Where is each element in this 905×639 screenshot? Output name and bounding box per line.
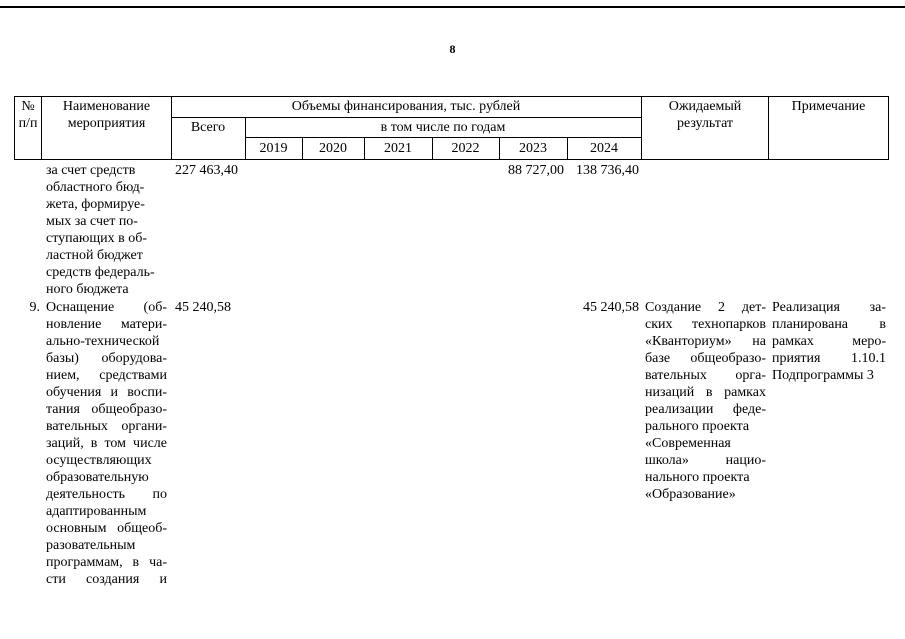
row-9-name: [46, 299, 167, 588]
header-top-border: [14, 96, 888, 97]
row-9-2024: 45 240,58: [583, 300, 639, 315]
name-line: вательных органи-: [46, 419, 167, 434]
header-year: 2024: [590, 141, 618, 156]
result-line: «Образование»: [645, 487, 736, 502]
name-line: нием, средствами: [46, 368, 167, 383]
note-line: рамках меро-: [772, 334, 886, 349]
result-line: «Кванториум» на: [645, 334, 766, 349]
page-number: 8: [449, 42, 456, 56]
name-line: программам, в ча-: [46, 555, 167, 570]
name-line: разовательным: [46, 538, 136, 553]
name-line: средств федераль-: [46, 265, 155, 280]
name-line: за счет средств: [46, 163, 136, 178]
row-cont-2024: 138 736,40: [576, 163, 639, 178]
row-9-num: 9.: [29, 300, 40, 315]
header-bottom-border: [14, 159, 888, 160]
funding-divider: [171, 117, 641, 118]
header-col-note: Примечание: [791, 99, 866, 114]
name-line: заций, в том числе: [46, 436, 167, 451]
name-line: обучения и воспи-: [46, 385, 167, 400]
name-line: тания общеобразо-: [46, 402, 167, 417]
row-9-total: 45 240,58: [175, 300, 231, 315]
row-9-note: [772, 299, 886, 384]
note-line: Реализация за-: [772, 300, 886, 315]
note-line: приятия 1.10.1: [772, 351, 886, 366]
header-year: 2021: [384, 141, 412, 156]
header-year: 2022: [451, 141, 480, 156]
name-line: жета, формируе-: [46, 197, 145, 212]
row-cont-total: 227 463,40: [175, 163, 238, 178]
name-line: образовательную: [46, 470, 149, 485]
header-col-name: Наименование мероприятия: [62, 99, 151, 131]
note-line: Подпрограммы 3: [772, 368, 874, 383]
header-year: 2019: [259, 141, 288, 156]
note-line: планирована в: [772, 317, 886, 332]
header-col-result: Ожидаемый результат: [668, 99, 742, 131]
name-line: деятельность по: [46, 487, 167, 502]
result-line: базе общеобразо-: [645, 351, 766, 366]
result-line: вательных орга-: [645, 368, 766, 383]
result-line: реализации феде-: [645, 402, 766, 417]
row-9-result: [645, 299, 766, 503]
name-line: сти создания и: [46, 572, 167, 587]
name-line: мых за счет по-: [46, 214, 138, 229]
header-year: 2020: [319, 141, 347, 156]
name-line: основным общеоб-: [46, 521, 167, 536]
result-line: Создание 2 дет-: [645, 300, 766, 315]
name-line: Оснащение (об-: [46, 300, 167, 315]
name-line: ластной бюджет: [46, 248, 143, 263]
result-line: «Современная: [645, 436, 731, 451]
name-line: ально-технической: [46, 334, 160, 349]
header-col-funding: Объемы финансирования, тыс. рублей: [291, 99, 521, 114]
header-col-by-years: в том числе по годам: [380, 120, 506, 135]
result-line: ских технопарков: [645, 317, 766, 332]
header-col-num: № п/п: [18, 99, 38, 131]
row-cont-2023: 88 727,00: [508, 163, 564, 178]
header-col-total: Всего: [190, 120, 226, 135]
result-line: рального проекта: [645, 419, 750, 434]
col-border: [888, 96, 889, 160]
header-year: 2023: [519, 141, 547, 156]
years-divider: [245, 137, 641, 138]
name-line: ступающих в об-: [46, 231, 147, 246]
result-line: школа» нацио-: [645, 453, 766, 468]
row-cont-name: [46, 162, 171, 298]
name-line: адаптированным: [46, 504, 147, 519]
result-line: нального проекта: [645, 470, 750, 485]
name-line: новление матери-: [46, 317, 167, 332]
top-rule: [0, 6, 905, 8]
name-line: базы) оборудова-: [46, 351, 167, 366]
name-line: ного бюджета: [46, 282, 129, 297]
result-line: низаций в рамках: [645, 385, 766, 400]
name-line: осуществляющих: [46, 453, 152, 468]
name-line: областного бюд-: [46, 180, 145, 195]
